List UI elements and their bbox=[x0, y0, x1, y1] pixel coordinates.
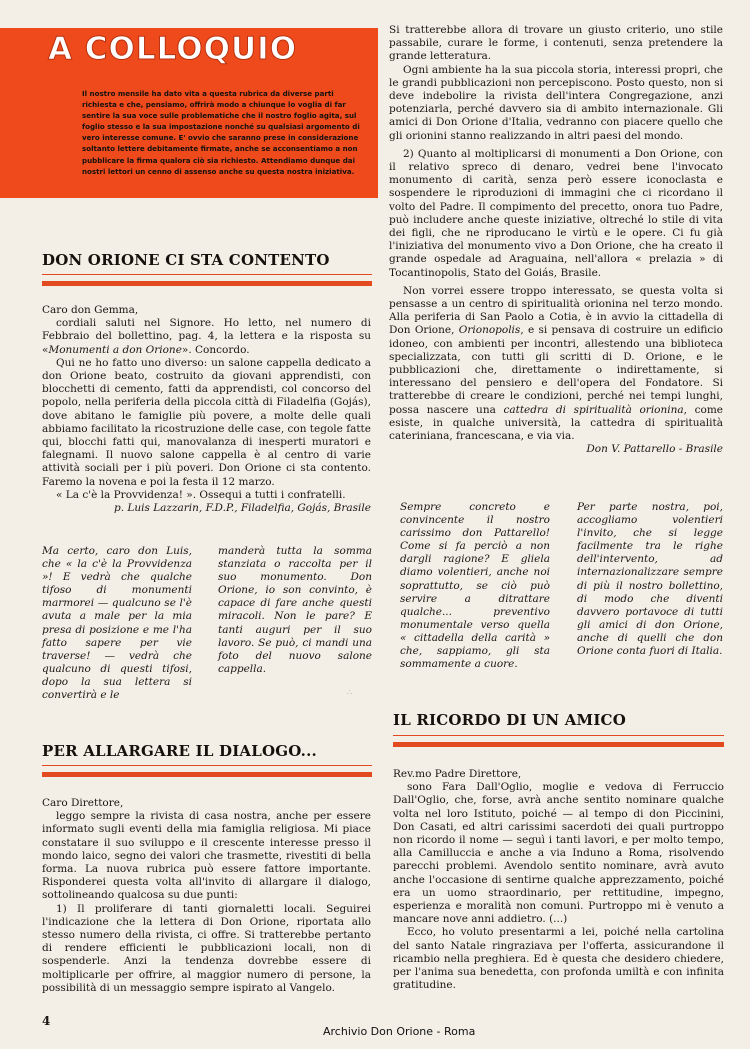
letter-paragraph: Si tratterebbe allora di trovare un giusto criterio, uno stile passabile, curare le forme, i contenuti, senza pretendere la grande letteratura. bbox=[389, 24, 723, 63]
letter-dialogo-part2 bbox=[389, 24, 723, 457]
letter-ricordo bbox=[393, 768, 724, 992]
letter-paragraph: 2) Quanto al moltiplicarsi di monumenti a Don Orione, con il relativo spreco di denaro, vedrei bene l'invocato monumento di carità, senza però essere iconoclasta e sospendere le riproduzioni di immagini che ci ricordano il volto del Padre. Il compimento del precetto, onora tuo Padre, può includere anche queste iniziative, oltreché lo stile di vita dei figli, che ne riproducano le virtù e le opere. Ci fu già l'iniziativa del monumento vivo a Don Orione, che ha creato il grande ospedale ad Araguaina, nell'allora « prelazia » di Tocantinopolis, Stato del Goiás, Brasile. bbox=[389, 147, 723, 279]
letter-dialogo-part1 bbox=[42, 797, 371, 995]
letter-signature: Don V. Pattarello - Brasile bbox=[586, 443, 723, 456]
reply-dialogo-right: Per parte nostra, poi, accogliamo volentieri l'invito, che si legge facilmente tra le righe dell'intervento, ad internazionalizzare sempre di più il nostro bollettino, di modo che diventi davvero portavoce di tutti gli amici di don Orione, anche di quelli che don Orione conta fuori di Italia. bbox=[577, 501, 723, 658]
heading-rule-thin bbox=[42, 274, 372, 275]
archive-label: Archivio Don Orione - Roma bbox=[323, 1025, 476, 1038]
heading-rule bbox=[393, 742, 724, 747]
letter-greeting: Caro Direttore, bbox=[42, 797, 124, 809]
reply-contento-right: manderà tutta la somma stanziata o raccolta per il suo monumento. Don Orione, io son convinto, è capace di fare anche questi miracoli. Non le pare? E tanti auguri per il suo lavoro. Se può, ci mandi una foto del nuovo salone cappella. bbox=[218, 545, 372, 675]
letter-paragraph: Ogni ambiente ha la sua piccola storia, interessi propri, che le grandi pubblicazioni non percepiscono. Posto questo, non si deve indebolire la rivista dell'intera Congregazione, anzi potenziarla, perché davvero sia di ambito internazionale. Gli amici di Don Orione d'Italia, vedranno con piacere quello che gli orionini stanno realizzando in altri paesi del mondo. bbox=[389, 63, 723, 142]
reply-contento-left: Ma certo, caro don Luis, che « la c'è la Provvidenza »! E vedrà che qualche tifoso di monumenti marmorei — qualcuno se l'è avuta a male per la mia presa di posizione e me l'ha fatto sapere per vie traverse! — vedrà che qualcuno di questi tifosi, dopo la sua lettera si convertirà e le bbox=[42, 545, 192, 702]
heading-ricordo: IL RICORDO DI UN AMICO bbox=[393, 711, 626, 729]
heading-rule bbox=[42, 772, 372, 777]
letter-paragraph: leggo sempre la rivista di casa nostra, anche per essere informato sugli eventi della mia famiglia religiosa. Mi piace constatare il suo sviluppo e il crescente interesse presso il mondo laico, segno dei valori che trasmette, rivestiti di bella forma. La nuova rubrica può essere fattore importante. Risponderei questa volta all'invito di allargare il dialogo, sottolineando qualcosa su due punti: bbox=[42, 810, 371, 902]
heading-contento: DON ORIONE CI STA CONTENTO bbox=[42, 251, 330, 269]
reply-dialogo-left: Sempre concreto e convincente il nostro carissimo don Pattarello! Come si fa perciò a non dargli ragione? E gliela diamo volentieri, anche noi soprattutto, se ciò può servire a ditrattare qualche... preventivo monumentale verso quella « cittadella della carità » che, sappiamo, gli sta sommamente a cuore. bbox=[400, 501, 550, 671]
letter-paragraph: « La c'è la Provvidenza! ». Ossequi a tutti i confratelli. bbox=[56, 488, 346, 501]
letter-paragraph: 1) Il proliferare di tanti giornaletti locali. Seguirei l'indicazione che la lettera di Don Orione, riportata allo stesso numero della rivista, ci offre. Si tratterebbe pertanto di rendere efficienti le pubblicazioni locali, non di sospenderle. Anzi la tendenza dovrebbe essere di moltiplicarle per offrire, al maggior numero di persone, la possibilità di un messaggio sempre ispirato al Vangelo. bbox=[42, 902, 371, 994]
letter-greeting: Caro don Gemma, bbox=[42, 304, 139, 316]
letter-greeting: Rev.mo Padre Direttore, bbox=[393, 768, 522, 780]
heading-rule-thin bbox=[42, 765, 372, 766]
letter-paragraph: Qui ne ho fatto uno diverso: un salone cappella dedicato a don Orione beato, costruito da giovani apprendisti, con blocchetti di cemento, fatti da apprendisti, col concorso del popolo, nella periferia della piccola città di Filadelfia (Gojás), dove abitano le famiglie più povere, a molte delle quali abbiamo facilitato la ricostruzione delle case, con tegole fatte qui, blocchi fatti qui, manovalanza di inesperti muratori e falegnami. Il nuovo salone cappella è al centro di varie attività sociali per i più poveri. Don Orione ci sta contento. Faremo la novena e poi la festa il 12 marzo. bbox=[42, 356, 371, 488]
letter-signature: p. Luis Lazzarin, F.D.P., Filadelfia, Gojás, Brasile bbox=[113, 502, 371, 515]
rubric-title: A COLLOQUIO bbox=[48, 31, 298, 67]
letter-contento bbox=[42, 304, 371, 515]
heading-rule bbox=[42, 281, 372, 286]
scan-mark: ∴ bbox=[347, 688, 353, 697]
letter-paragraph: sono Fara Dall'Oglio, moglie e vedova di Ferruccio Dall'Oglio, che, forse, avrà anche sentito nominare qualche volta nel loro Istituto, poiché — al tempo di don Piccinini, Don Casati, ed altri carissimi sacerdoti dei quali purtroppo non ricordo il nome — seguì i tanti lavori, e per molto tempo, alla Camilluccia e anche a via Induno a Roma, risolvendo parecchi problemi. Avendolo sentito nominare, avrà avuto anche l'occasione di sentirne qualche apprezzamento, poiché era un uomo straordinario, per rettitudine, impegno, esperienza e moralità non comuni. Purtroppo mi è venuto a mancare nove anni addietro. (...) bbox=[393, 781, 724, 926]
page-number: 4 bbox=[42, 1014, 51, 1028]
letter-paragraph: Ecco, ho voluto presentarmi a lei, poiché nella cartolina del santo Natale ringraziava per l'offerta, assicurandone il ricambio nella preghiera. Ed è questa che desidero chiedere, per l'anima sua benedetta, con profonda umiltà e con infinita gratitudine. bbox=[393, 926, 724, 992]
heading-dialogo: PER ALLARGARE IL DIALOGO... bbox=[42, 742, 317, 760]
rubric-intro: Il nostro mensile ha dato vita a questa rubrica da diverse parti richiesta e che, pensiamo, offrirà modo a chiunque lo voglia di far sentire la sua voce sulle problematiche che il nostro foglio agita, sul foglio stesso e la sua impostazione nonché su qualsiasi argomento di vero interesse comune. E' ovvio che saranno prese in considerazione soltanto lettere debitamente firmate, anche se acconsentiamo a non pubblicare la firma qualora ciò sia richiesto. Attendiamo dunque dai nostri lettori un cenno di assenso anche su questa nostra iniziativa. bbox=[82, 89, 360, 176]
letter-paragraph: cordiali saluti nel Signore. Ho letto, nel numero di Febbraio del bollettino, pag. 4, la lettera e la risposta su «Monumenti a don Orione». Concordo. bbox=[42, 317, 371, 356]
letter-paragraph: Non vorrei essere troppo interessato, se questa volta si pensasse a un centro di spiritualità orionina nel terzo mondo. Alla periferia di San Paolo a Cotia, è in avvio la cittadella di Don Orione, Orionopolis, e si pensava di costruire un edificio idoneo, con ambienti per incontri, allestendo una biblioteca specializzata, con tutti gli scritti di D. Orione, e le pubblicazioni che, direttamente o indirettamente, si interessano del pensiero e dell'opera del Fondatore. Si tratterebbe di creare le condizioni, perché nei tempi lunghi, possa nascere una cattedra di spiritualità orionina, come esiste, in qualche università, la cattedra di spiritualità cateriniana, francescana, e via via. bbox=[389, 284, 723, 443]
heading-rule-thin bbox=[393, 735, 724, 736]
